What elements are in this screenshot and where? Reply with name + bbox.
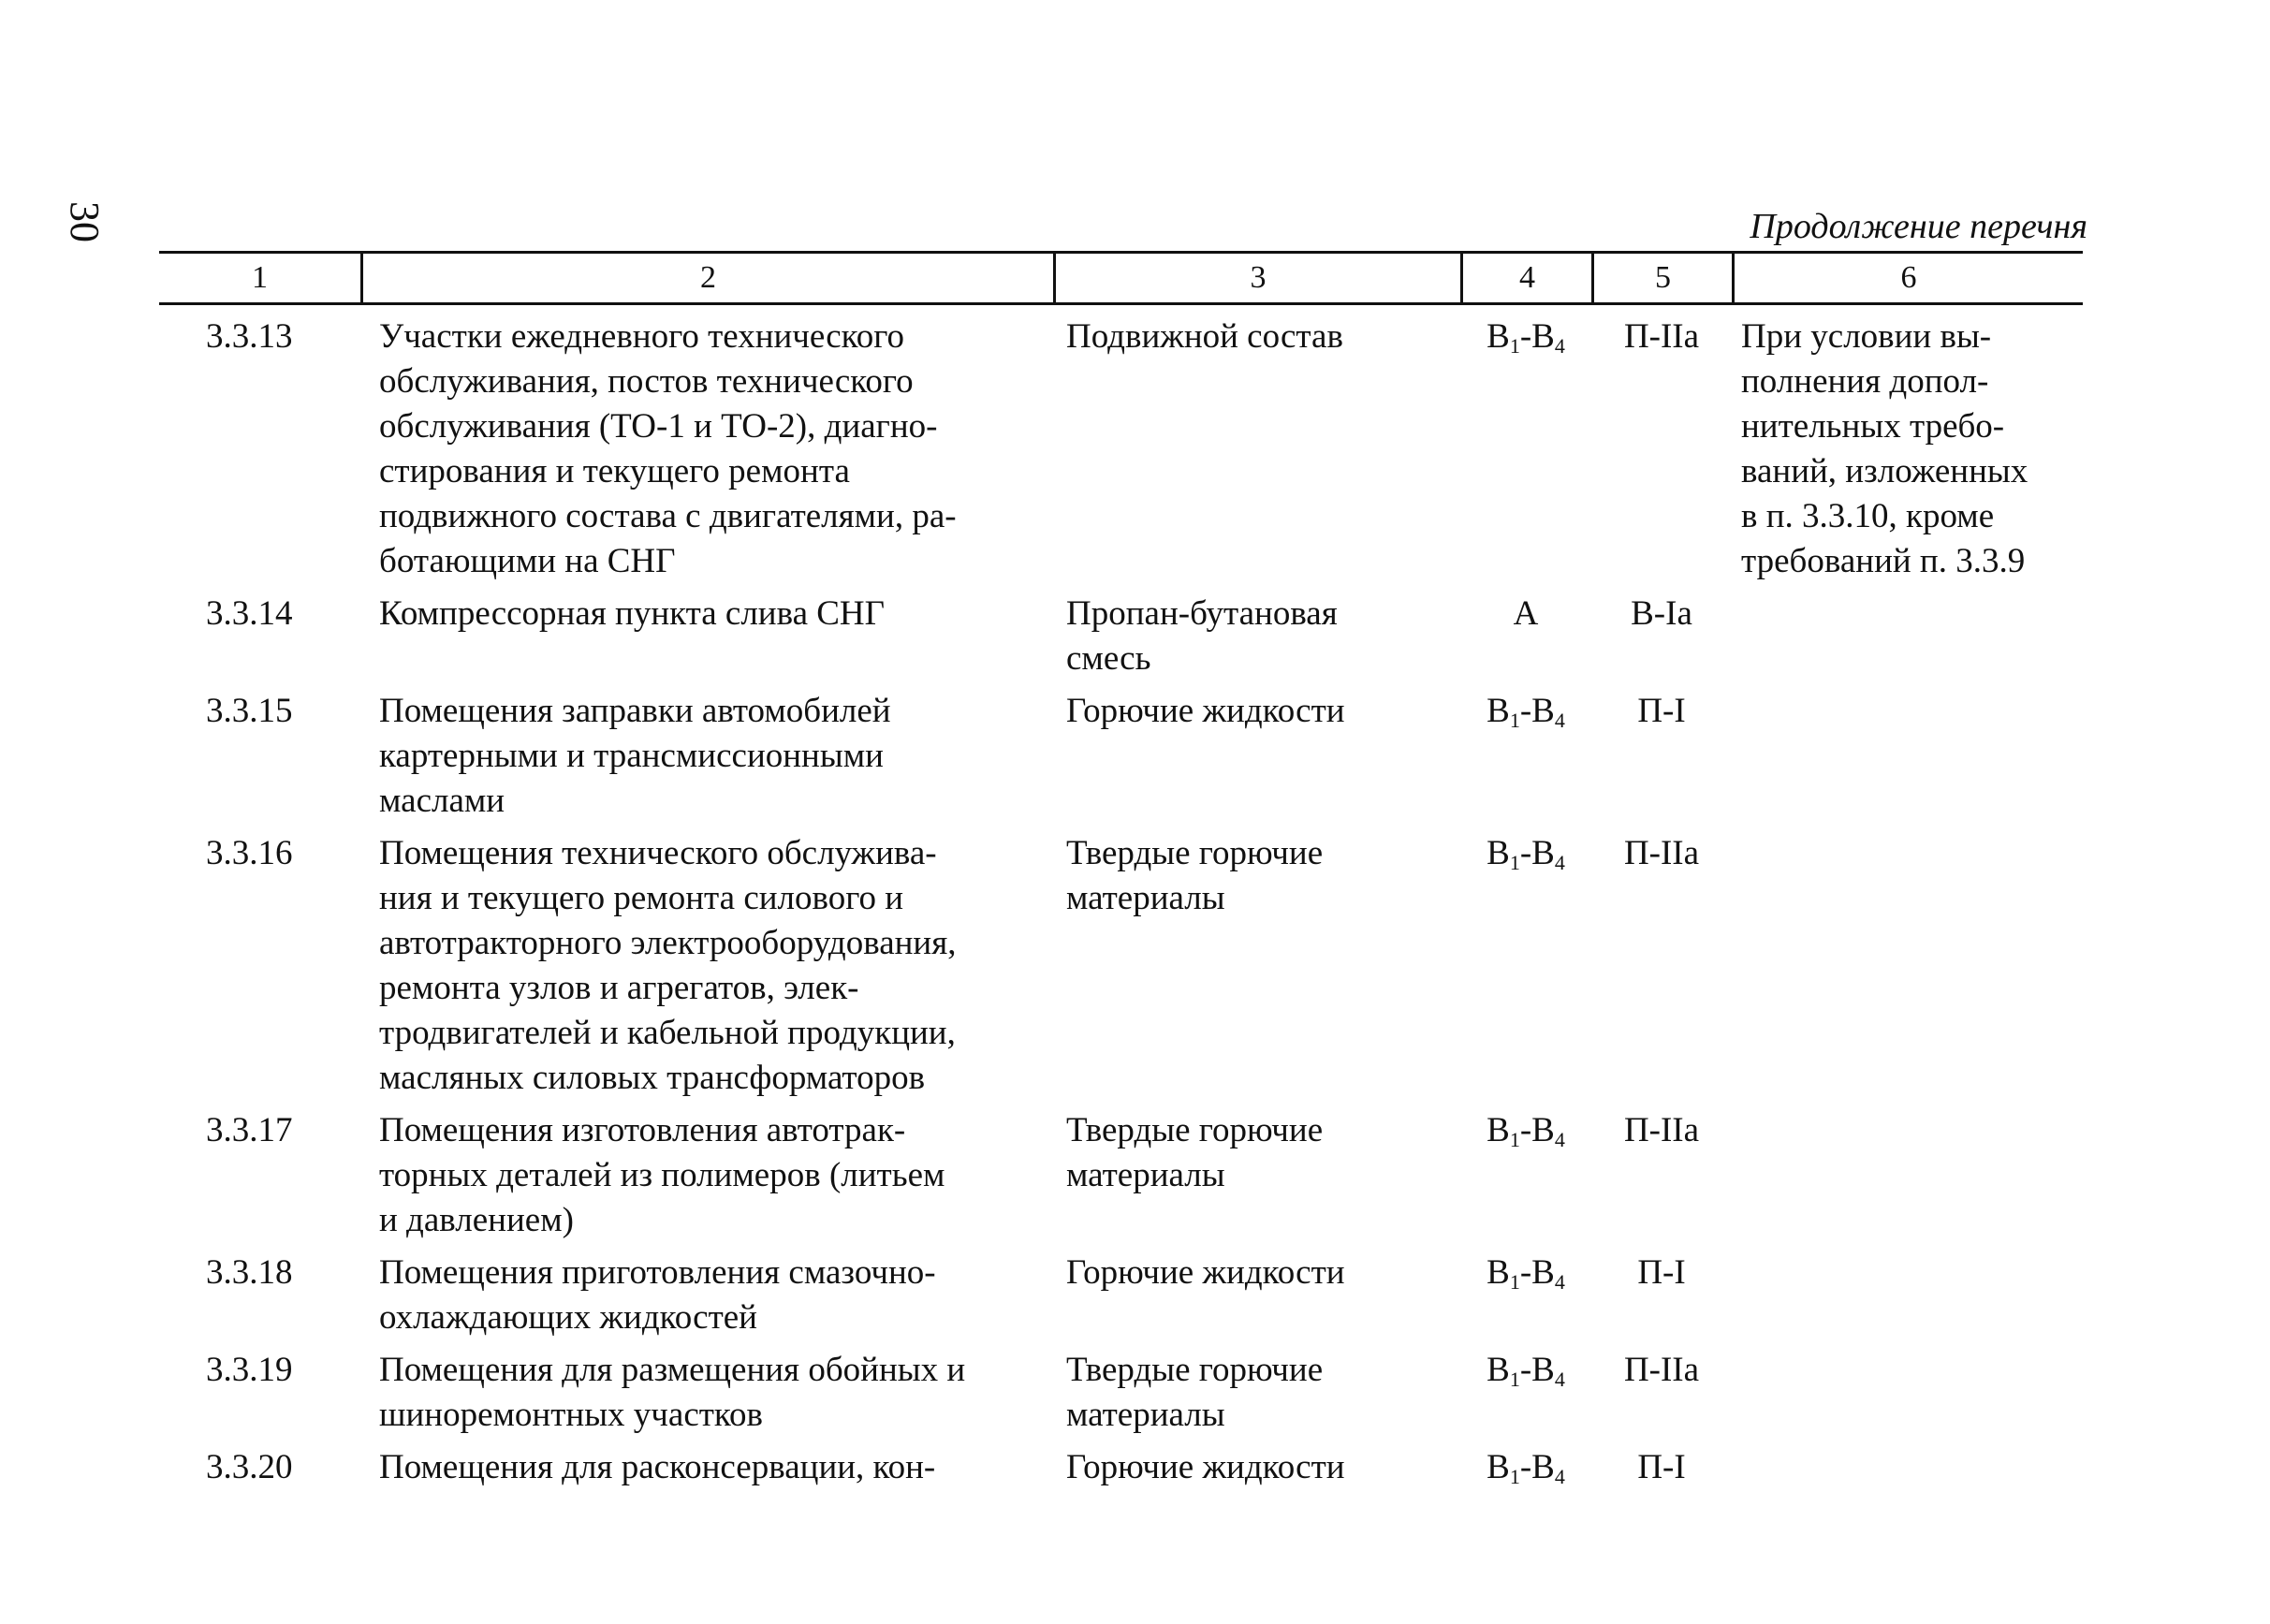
category-letter: В xyxy=(1486,1448,1510,1486)
room-description: Помещения для расконсервации, кон- xyxy=(379,1448,936,1486)
category-index-from: 1 xyxy=(1509,1128,1520,1151)
table-caption: Продолжение перечня xyxy=(1750,207,2087,246)
zone-class: П-I xyxy=(1637,1448,1686,1486)
page-number: 30 xyxy=(62,201,108,242)
note xyxy=(1732,1348,2083,1438)
room-description: Помещения заправки автомобилей картерными и трансмиссионными маслами xyxy=(379,692,891,820)
item-number: 3.3.14 xyxy=(206,594,293,633)
item-number: 3.3.17 xyxy=(206,1111,293,1149)
table-row xyxy=(159,1108,2083,1243)
category xyxy=(1460,689,1591,824)
note xyxy=(1732,1251,2083,1340)
column-header-5: 5 xyxy=(1591,254,1732,302)
category-index-from: 1 xyxy=(1509,334,1520,358)
item-number: 3.3.15 xyxy=(206,692,293,730)
table-row xyxy=(159,1445,2083,1500)
substance: Пропан-бутановая смесь xyxy=(1066,594,1338,678)
zone-class: П-IIа xyxy=(1623,1351,1700,1389)
room-description: Помещения для размещения обойных и шиноремонтных участков xyxy=(379,1351,966,1434)
table-header-row xyxy=(159,251,2083,305)
substance: Твердые горючие материалы xyxy=(1066,834,1324,917)
category xyxy=(1460,592,1591,681)
category-letter: В xyxy=(1486,317,1510,356)
substance: Подвижной состав xyxy=(1066,317,1343,356)
column-header-6: 6 xyxy=(1732,254,2083,302)
category-letter: А xyxy=(1513,594,1539,633)
table-row xyxy=(159,1348,2083,1438)
column-header-1: 1 xyxy=(252,260,268,295)
category-index-to: 4 xyxy=(1554,1270,1565,1294)
room-description: Помещения изготовления автотрак- торных деталей из полимеров (литьем и давлением) xyxy=(379,1111,945,1239)
item-number: 3.3.18 xyxy=(206,1253,293,1292)
room-description: Компрессорная пункта слива СНГ xyxy=(379,594,886,633)
substance: Твердые горючие материалы xyxy=(1066,1351,1324,1434)
table-row xyxy=(159,315,2083,584)
column-header-2: 2 xyxy=(360,254,1053,302)
zone-class: П-IIа xyxy=(1623,317,1700,356)
category-index-to: 4 xyxy=(1554,1368,1565,1391)
zone-class: П-I xyxy=(1637,692,1686,730)
category-range-to: -В xyxy=(1519,317,1555,356)
category-index-from: 1 xyxy=(1509,1368,1520,1391)
zone-class: В-Iа xyxy=(1631,594,1692,633)
note: При условии вы- полнения допол- нительных требо- ваний, изложенных в п. 3.3.10, кроме требований п. 3.3.9 xyxy=(1741,317,2028,580)
note xyxy=(1732,689,2083,824)
table-body xyxy=(159,305,2083,1500)
zone-class: П-I xyxy=(1637,1253,1686,1292)
table-row xyxy=(159,831,2083,1101)
substance: Твердые горючие материалы xyxy=(1066,1111,1324,1194)
category-index-from: 1 xyxy=(1509,1270,1520,1294)
category xyxy=(1460,1251,1591,1340)
note xyxy=(1732,1108,2083,1243)
item-number: 3.3.20 xyxy=(206,1448,293,1486)
category-index-to: 4 xyxy=(1554,709,1565,732)
category-letter: В xyxy=(1486,1253,1510,1292)
category-range-to: -В xyxy=(1519,834,1555,872)
category-index-from: 1 xyxy=(1509,851,1520,874)
category-index-to: 4 xyxy=(1554,1465,1565,1488)
category-letter: В xyxy=(1486,692,1510,730)
room-description: Участки ежедневного технического обслуживания, постов технического обслуживания (ТО-1 и ТО-2), диагно- стирования и текущего ремонта подвижного состава с двигателями, ра- ботающими на СНГ xyxy=(379,317,957,580)
zone-class: П-IIа xyxy=(1623,834,1700,872)
category-letter: В xyxy=(1486,834,1510,872)
category-index-from: 1 xyxy=(1509,1465,1520,1488)
substance: Горючие жидкости xyxy=(1066,692,1345,730)
room-description: Помещения технического обслужива- ния и текущего ремонта силового и автотракторного электрооборудования, ремонта узлов и агрегатов, элек- тродвигателей и кабельной продукции, масляных силовых трансформаторов xyxy=(379,834,957,1097)
category-index-to: 4 xyxy=(1554,1128,1565,1151)
note xyxy=(1732,1445,2083,1500)
category-index-to: 4 xyxy=(1554,851,1565,874)
category xyxy=(1460,1348,1591,1438)
column-header-3: 3 xyxy=(1053,254,1460,302)
note xyxy=(1732,592,2083,681)
substance: Горючие жидкости xyxy=(1066,1253,1345,1292)
category-index-from: 1 xyxy=(1509,709,1520,732)
category xyxy=(1460,831,1591,1101)
category-range-to: -В xyxy=(1519,1253,1555,1292)
note xyxy=(1732,831,2083,1101)
category-range-to: -В xyxy=(1519,1111,1555,1149)
category-range-to: -В xyxy=(1519,692,1555,730)
table-row xyxy=(159,1251,2083,1340)
category-letter: В xyxy=(1486,1351,1510,1389)
substance: Горючие жидкости xyxy=(1066,1448,1345,1486)
category-range-to: -В xyxy=(1519,1448,1555,1486)
category xyxy=(1460,1108,1591,1243)
table-row xyxy=(159,689,2083,824)
item-number: 3.3.19 xyxy=(206,1351,293,1389)
category xyxy=(1460,1445,1591,1500)
table-row xyxy=(159,592,2083,681)
item-number: 3.3.16 xyxy=(206,834,293,872)
zone-class: П-IIа xyxy=(1623,1111,1700,1149)
room-description: Помещения приготовления смазочно- охлаждающих жидкостей xyxy=(379,1253,936,1337)
column-header-4: 4 xyxy=(1460,254,1591,302)
hazard-table xyxy=(159,251,2083,1507)
category-range-to: -В xyxy=(1519,1351,1555,1389)
item-number: 3.3.13 xyxy=(206,317,293,356)
category xyxy=(1460,315,1591,584)
category-letter: В xyxy=(1486,1111,1510,1149)
category-index-to: 4 xyxy=(1554,334,1565,358)
